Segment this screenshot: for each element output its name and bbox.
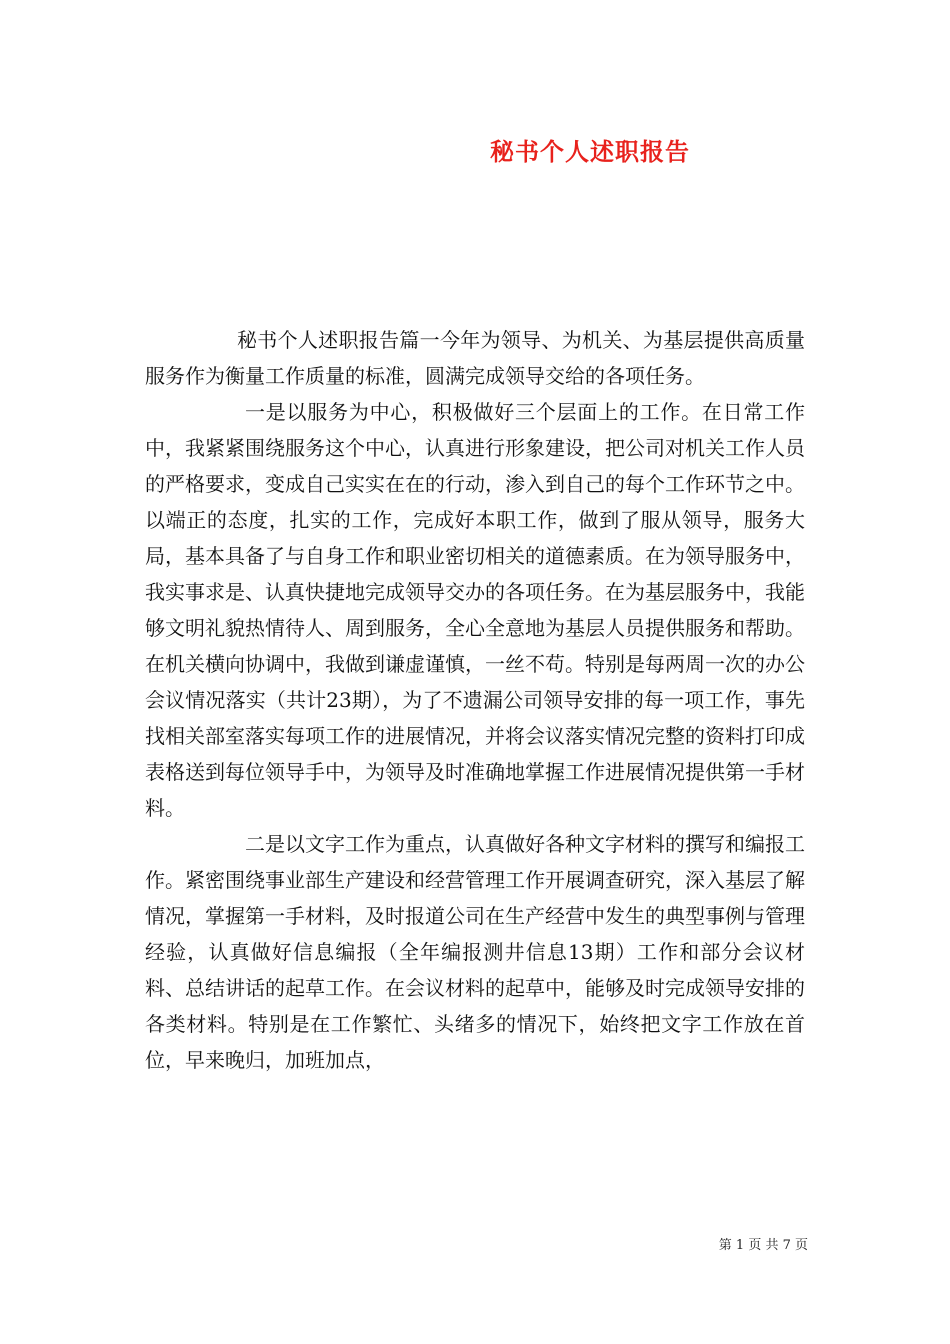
paragraph-1: 秘书个人述职报告篇一今年为领导、为机关、为基层提供高质量服务作为衡量工作质量的标准，圆满完成领导交给的各项任务。 (145, 328, 805, 388)
paragraph-3: 二是以文字工作为重点，认真做好各种文字材料的撰写和编报工作。紧密围绕事业部生产建设和经营管理工作开展调查研究，深入基层了解情况，掌握第一手材料，及时报道公司在生产经营中发生的典型事例与管理经验，认真做好信息编报（全年编报测井信息13期）工作和部分会议材料、总结讲话的起草工作。在会议材料的起草中，能够及时完成领导安排的各类材料。特别是在工作繁忙、头绪多的情况下，始终把文字工作放在首位，早来晚归，加班加点， (145, 832, 805, 1072)
document-body (145, 322, 805, 1078)
paragraph-2: 一是以服务为中心，积极做好三个层面上的工作。在日常工作中，我紧紧围绕服务这个中心，认真进行形象建设，把公司对机关工作人员的严格要求，变成自己实实在在的行动，渗入到自己的每个工作环节之中。以端正的态度，扎实的工作，完成好本职工作，做到了服从领导，服务大局，基本具备了与自身工作和职业密切相关的道德素质。在为领导服务中，我实事求是、认真快捷地完成领导交办的各项任务。在为基层服务中，我能够文明礼貌热情待人、周到服务，全心全意地为基层人员提供服务和帮助。在机关横向协调中，我做到谦虚谨慎，一丝不苟。特别是每两周一次的办公会议情况落实（共计23期），为了不遗漏公司领导安排的每一项工作，事先找相关部室落实每项工作的进展情况，并将会议落实情况完整的资料打印成表格送到每位领导手中，为领导及时准确地掌握工作进展情况提供第一手材料。 (145, 400, 805, 820)
document-title: 秘书个人述职报告 (490, 137, 690, 166)
page-number-footer: 第 1 页 共 7 页 (718, 1238, 808, 1253)
